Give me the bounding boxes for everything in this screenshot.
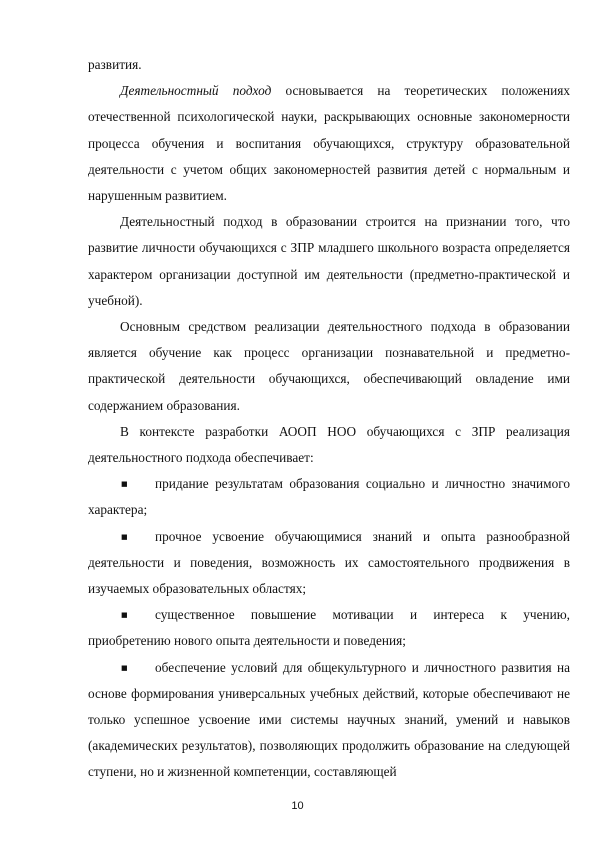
list-item-text: существенное повышение мотивации и интереса к учению, приобретению нового опыта деятельности и поведения;	[88, 607, 570, 649]
paragraph-personality-development: Деятельностный подход в образовании строится на признании того, что развитие личности обучающихся с ЗПР младшего школьного возраста определяется характером организации доступной им деятельности (предметно-практической и учебной).	[88, 214, 570, 308]
bullet-square-icon: ■	[121, 611, 128, 620]
paragraph-continuation: развития.	[88, 57, 142, 72]
list-item-text: прочное усвоение обучающимися знаний и опыта разнообразной деятельности и поведения, возможность их самостоятельного продвижения в изучаемых образовательных областях;	[88, 528, 570, 597]
list-item-text: придание результатам образования социально и личностно значимого характера;	[88, 476, 570, 518]
list-item	[88, 524, 570, 603]
paragraph-text: основывается на теоретических положениях отечественной психологической науки, раскрывающих основные закономерности процесса обучения и воспитания обучающихся, структуру образовательной деятельности с учетом общих закономерностей развития детей с нормальным и нарушенным развитием.	[88, 83, 570, 204]
paragraph-aoop-context: В контексте разработки АООП НОО обучающихся с ЗПР реализация деятельностного подхода обеспечивает:	[88, 423, 570, 466]
list-item	[88, 471, 570, 523]
paragraph-activity-approach-definition	[88, 78, 570, 209]
list-item	[88, 655, 570, 786]
bullet-square-icon: ■	[121, 532, 128, 541]
defined-term: Деятельностный подход	[120, 83, 272, 99]
page-number: 10	[291, 800, 304, 812]
paragraph-main-means: Основным средством реализации деятельностного подхода в образовании является обучение как процесс организации познавательной и предметно-практической деятельности обучающихся, обеспечивающий овладение ими содержанием образования.	[88, 319, 570, 413]
list-item-text: обеспечение условий для общекультурного и личностного развития на основе формирования универсальных учебных действий, которые обеспечивают не только успешное усвоение ими системы научных знаний, умений и навыков (академических результатов), позволяющих продолжить образование на следующей ступени, но и жизненной компетенции, составляющей	[88, 659, 570, 780]
list-item	[88, 602, 570, 654]
bullet-square-icon: ■	[121, 480, 128, 489]
page-body	[88, 52, 570, 786]
bullet-square-icon: ■	[121, 663, 128, 672]
